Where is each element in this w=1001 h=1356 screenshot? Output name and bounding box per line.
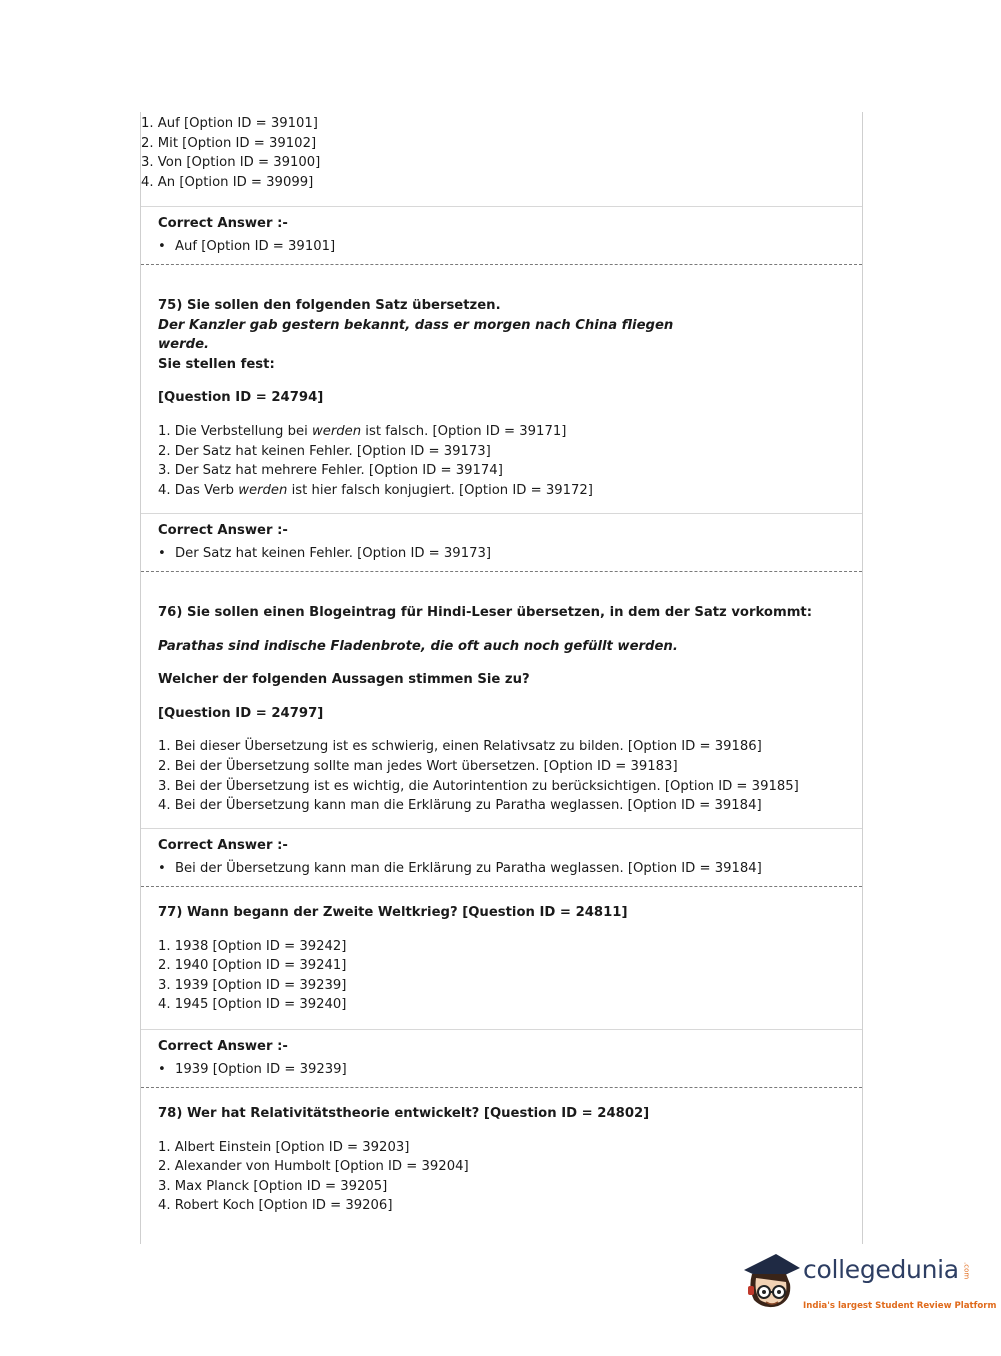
option: 2. Der Satz hat keinen Fehler. [Option ID = 39173] — [158, 443, 491, 459]
exam-sheet — [140, 112, 863, 1244]
mascot-icon — [742, 1248, 802, 1318]
option: 4. Das Verb werden ist hier falsch konjugiert. [Option ID = 39172] — [158, 482, 593, 498]
correct-answer-item: • Bei der Übersetzung kann man die Erklärung zu Paratha weglassen. [Option ID = 39184] — [158, 860, 762, 876]
question-75 — [141, 264, 862, 500]
question-id: [Question ID = 24797] — [158, 705, 324, 721]
question-77 — [141, 886, 862, 1015]
question-prompt: Welcher der folgenden Aussagen stimmen Sie zu? — [158, 672, 530, 688]
logo-tagline: India's largest Student Review Platform — [803, 1301, 997, 1311]
correct-answer-label: Correct Answer :- — [158, 1039, 288, 1054]
option: 3. Bei der Übersetzung ist es wichtig, die Autorintention zu berücksichtigen. [Option ID = 39185] — [158, 778, 799, 794]
collegedunia-logo — [742, 1248, 997, 1318]
correct-answer-label: Correct Answer :- — [158, 216, 288, 231]
option: 4. An [Option ID = 39099] — [141, 174, 314, 190]
question-sentence: Der Kanzler gab gestern bekannt, dass er morgen nach China fliegen — [158, 317, 674, 333]
prev-question-options — [141, 114, 862, 192]
option: 1. Bei dieser Übersetzung ist es schwierig, einen Relativsatz zu bilden. [Option ID = 39186] — [158, 739, 762, 755]
q77-correct-answer — [141, 1029, 862, 1079]
question-id: [Question ID = 24794] — [158, 390, 324, 406]
option: 1. Albert Einstein [Option ID = 39203] — [158, 1139, 410, 1155]
option: 1. Auf [Option ID = 39101] — [141, 116, 318, 131]
correct-answer-text: Bei der Übersetzung kann man die Erklärung zu Paratha weglassen. [Option ID = 39184] — [175, 860, 762, 876]
logo-suffix: .com — [962, 1262, 971, 1280]
correct-answer-label: Correct Answer :- — [158, 838, 288, 853]
correct-answer-item: • Der Satz hat keinen Fehler. [Option ID = 39173] — [158, 545, 492, 561]
option: 3. 1939 [Option ID = 39239] — [158, 977, 347, 993]
option: 4. Robert Koch [Option ID = 39206] — [158, 1198, 393, 1214]
q76-correct-answer — [141, 828, 862, 878]
correct-answer-item: • 1939 [Option ID = 39239] — [158, 1061, 347, 1077]
option: 3. Von [Option ID = 39100] — [141, 155, 321, 171]
question-sentence: Parathas sind indische Fladenbrote, die oft auch noch gefüllt werden. — [158, 638, 678, 654]
question-heading: 75) Sie sollen den folgenden Satz übersetzen. — [158, 298, 501, 313]
question-78 — [141, 1087, 862, 1216]
correct-answer-text: Der Satz hat keinen Fehler. [Option ID = 39173] — [175, 545, 492, 561]
logo-name: collegedunia — [803, 1255, 959, 1284]
correct-answer-text: Auf [Option ID = 39101] — [175, 238, 336, 254]
option: 2. Alexander von Humbolt [Option ID = 39204] — [158, 1159, 469, 1175]
option: 2. 1940 [Option ID = 39241] — [158, 958, 347, 974]
option: 2. Bei der Übersetzung sollte man jedes Wort übersetzen. [Option ID = 39183] — [158, 758, 678, 774]
option: 3. Max Planck [Option ID = 39205] — [158, 1178, 388, 1194]
prev-correct-answer — [141, 206, 862, 256]
question-heading: 77) Wann begann der Zweite Weltkrieg? [Question ID = 24811] — [158, 905, 628, 920]
q75-correct-answer — [141, 513, 862, 563]
question-prompt: Sie stellen fest: — [158, 356, 275, 372]
option: 1. Die Verbstellung bei werden ist falsch. [Option ID = 39171] — [158, 423, 567, 439]
option: 1. 1938 [Option ID = 39242] — [158, 938, 347, 954]
question-heading: 78) Wer hat Relativitätstheorie entwickelt? [Question ID = 24802] — [158, 1106, 650, 1121]
question-heading: 76) Sie sollen einen Blogeintrag für Hindi-Leser übersetzen, in dem der Satz vorkommt: — [158, 605, 813, 620]
option: 2. Mit [Option ID = 39102] — [141, 135, 317, 151]
option: 3. Der Satz hat mehrere Fehler. [Option ID = 39174] — [158, 463, 503, 479]
option: 4. 1945 [Option ID = 39240] — [158, 997, 347, 1013]
correct-answer-item: • Auf [Option ID = 39101] — [158, 238, 336, 254]
question-sentence-cont: werde. — [158, 337, 210, 353]
option: 4. Bei der Übersetzung kann man die Erklärung zu Paratha weglassen. [Option ID = 39184] — [158, 798, 762, 814]
correct-answer-text: 1939 [Option ID = 39239] — [175, 1061, 347, 1077]
correct-answer-label: Correct Answer :- — [158, 523, 288, 538]
question-76 — [141, 571, 862, 816]
